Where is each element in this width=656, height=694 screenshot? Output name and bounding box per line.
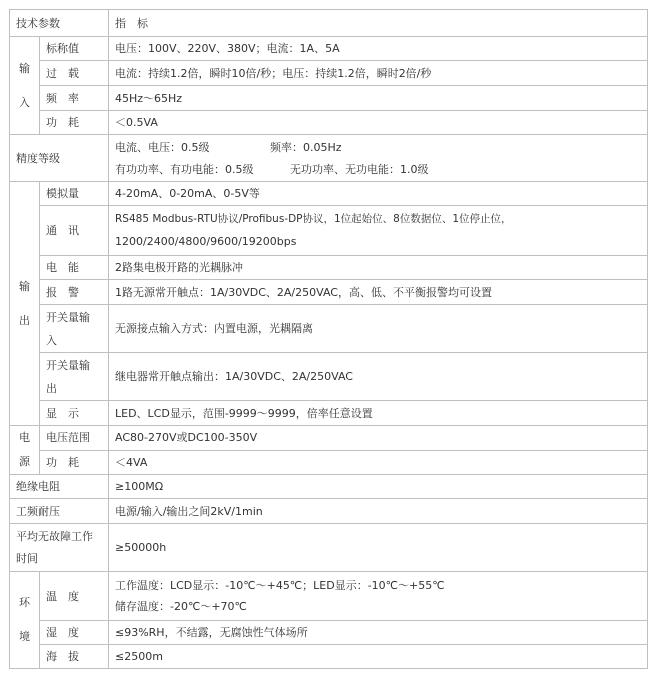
accuracy-label: 精度等级 [10, 135, 109, 182]
header-index: 指 标 [109, 10, 648, 37]
table-row [10, 86, 648, 111]
input-overload-label: 过 载 [40, 61, 109, 86]
output-switch-out-value: 继电器常开触点输出：1A/30VDC、2A/250VAC [109, 353, 648, 401]
output-comm-line2: 1200/2400/4800/9600/19200bps [115, 235, 297, 248]
table-row [10, 572, 648, 621]
output-comm-value [109, 206, 648, 256]
table-row [10, 401, 648, 426]
table-row [10, 111, 648, 135]
output-alarm-label: 报 警 [40, 280, 109, 305]
output-energy-value: 2路集电极开路的光耦脉冲 [109, 256, 648, 280]
insulation-label: 绝缘电阻 [10, 475, 109, 499]
accuracy-line1a: 电流、电压：0.5级 [115, 140, 210, 154]
header-param: 技术参数 [10, 10, 109, 37]
output-switch-in-label: 开关量输 入 [40, 305, 109, 353]
table-row [10, 426, 648, 451]
accuracy-line2a: 有功功率、有功电能：0.5级 [115, 162, 254, 176]
table-row [10, 61, 648, 86]
output-comm-line1: RS485 Modbus-RTU协议/Profibus-DP协议，1位起始位、8位数据位、1位停止位， [115, 213, 512, 225]
input-nominal-label: 标称值 [40, 37, 109, 61]
output-energy-label: 电 能 [40, 256, 109, 280]
table-row [10, 256, 648, 280]
output-comm-label: 通 讯 [40, 206, 109, 256]
table-row [10, 206, 648, 256]
input-overload-value: 电流：持续1.2倍，瞬时10倍/秒；电压：持续1.2倍，瞬时2倍/秒 [109, 61, 648, 86]
withstand-label: 工频耐压 [10, 499, 109, 524]
table-row [10, 645, 648, 669]
output-switch-in-value: 无源接点输入方式：内置电源，光耦隔离 [109, 305, 648, 353]
env-temperature-line2: 储存温度：-20℃～+70℃ [115, 600, 247, 613]
table-row [10, 182, 648, 206]
mtbf-value: ≥50000h [109, 524, 648, 572]
input-group-label: 输入 [10, 37, 40, 135]
output-analog-value: 4-20mA、0-20mA、0-5V等 [109, 182, 648, 206]
supply-power-value: ＜4VA [109, 450, 648, 475]
table-row [10, 353, 648, 401]
accuracy-line2b: 无功功率、无功电能：1.0级 [290, 162, 429, 176]
table-row [10, 37, 648, 61]
table-row [10, 524, 648, 572]
table-row [10, 280, 648, 305]
supply-group-label: 电源 [10, 426, 40, 475]
table-row [10, 135, 648, 182]
table-row [10, 621, 648, 645]
table-row [10, 475, 648, 499]
supply-voltage-value: AC80-270V或DC100-350V [109, 426, 648, 451]
table-row [10, 305, 648, 353]
supply-voltage-label: 电压范围 [40, 426, 109, 451]
input-frequency-value: 45Hz～65Hz [109, 86, 648, 111]
env-temperature-value [109, 572, 648, 621]
env-group-label: 环境 [10, 572, 40, 669]
spec-table [9, 9, 648, 669]
env-altitude-label: 海 拔 [40, 645, 109, 669]
input-power-value: ＜0.5VA [109, 111, 648, 135]
mtbf-label: 平均无故障工作 时间 [10, 524, 109, 572]
env-altitude-value: ≤2500m [109, 645, 648, 669]
env-humidity-label: 湿 度 [40, 621, 109, 645]
output-group-label: 输出 [10, 182, 40, 426]
accuracy-line1b: 频率：0.05Hz [270, 140, 342, 154]
env-temperature-label: 温 度 [40, 572, 109, 621]
table-row [10, 450, 648, 475]
env-temperature-line1: 工作温度：LCD显示：-10℃～+45℃；LED显示：-10℃～+55℃ [115, 579, 445, 592]
table-row [10, 499, 648, 524]
accuracy-value [109, 135, 648, 182]
output-display-label: 显 示 [40, 401, 109, 426]
output-alarm-value: 1路无源常开触点：1A/30VDC、2A/250VAC，高、低、不平衡报警均可设置 [109, 280, 648, 305]
output-analog-label: 模拟量 [40, 182, 109, 206]
output-switch-out-label: 开关量输 出 [40, 353, 109, 401]
withstand-value: 电源/输入/输出之间2kV/1min [109, 499, 648, 524]
supply-power-label: 功 耗 [40, 450, 109, 475]
insulation-value: ≥100MΩ [109, 475, 648, 499]
output-display-value: LED、LCD显示，范围-9999～9999，倍率任意设置 [109, 401, 648, 426]
input-frequency-label: 频 率 [40, 86, 109, 111]
header-row [10, 10, 648, 37]
env-humidity-value: ≤93%RH，不结露，无腐蚀性气体场所 [109, 621, 648, 645]
input-nominal-value: 电压：100V、220V、380V；电流：1A、5A [109, 37, 648, 61]
input-power-label: 功 耗 [40, 111, 109, 135]
